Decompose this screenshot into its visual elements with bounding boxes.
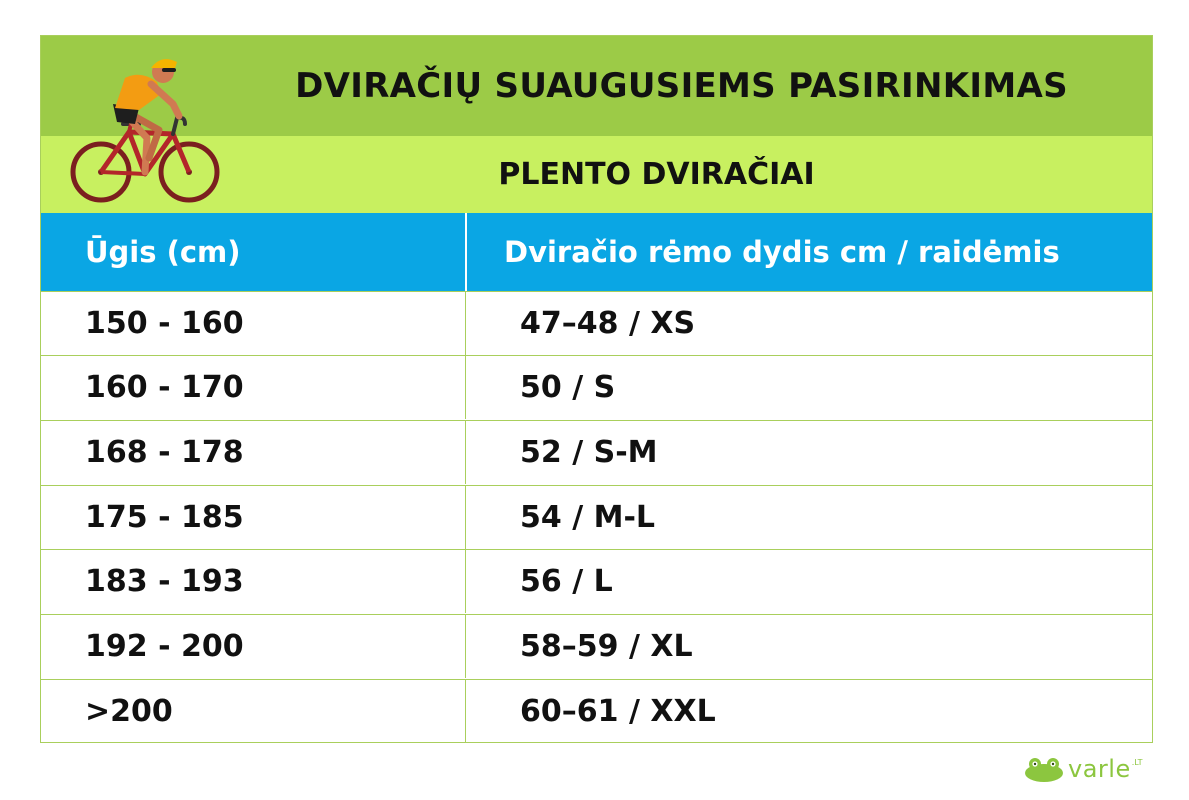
height-cell: >200 [85,694,173,729]
logo-tld: .LT [1131,758,1143,767]
frame-size-cell: 58–59 / XL [520,629,693,664]
height-cell: 175 - 185 [85,500,244,535]
height-cell: 150 - 160 [85,306,244,341]
table-row [41,679,1152,743]
size-chart [40,35,1153,743]
header-divider [465,213,467,291]
cyclist-illustration [63,52,225,204]
frame-size-cell: 54 / M-L [520,500,656,535]
height-cell: 168 - 178 [85,435,244,470]
table-row [41,549,1152,613]
height-cell: 192 - 200 [85,629,244,664]
height-cell: 160 - 170 [85,370,244,405]
column-header-frame-size: Dviračio rėmo dydis cm / raidėmis [504,235,1060,269]
brand-logo [1024,752,1143,786]
frame-size-cell: 56 / L [520,564,613,599]
table-row [41,355,1152,419]
column-header-height: Ūgis (cm) [85,235,241,269]
table-row [41,614,1152,678]
frame-size-cell: 47–48 / XS [520,306,696,341]
height-cell: 183 - 193 [85,564,244,599]
page-title: DVIRAČIŲ SUAUGUSIEMS PASIRINKIMAS [295,66,1068,106]
frame-size-cell: 60–61 / XXL [520,694,716,729]
frame-size-cell: 50 / S [520,370,616,405]
table-row [41,420,1152,484]
frame-size-cell: 52 / S-M [520,435,658,470]
frog-logo-icon [1024,756,1064,782]
logo-text: varle [1068,755,1131,783]
table-row [41,291,1152,355]
page-subtitle: PLENTO DVIRAČIAI [498,157,815,192]
table-row [41,485,1152,549]
